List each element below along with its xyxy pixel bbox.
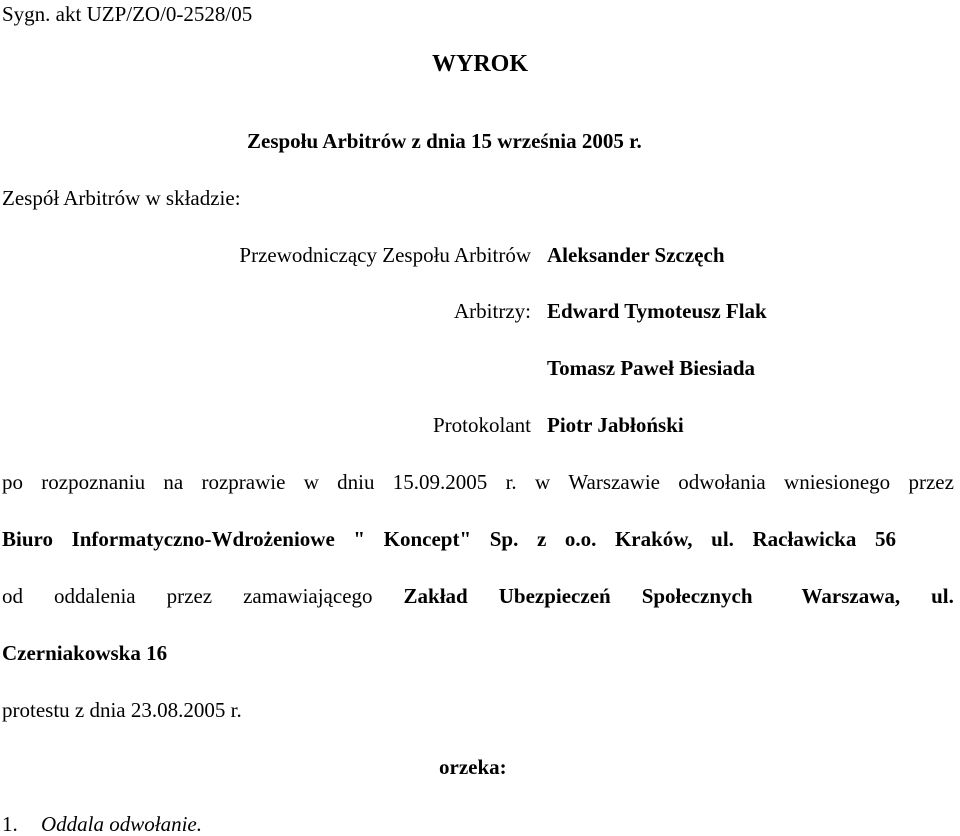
- body-line-3: [2, 584, 954, 608]
- body-word: przez: [908, 470, 954, 494]
- arbiter-name-1: Edward Tymoteusz Flak: [547, 299, 767, 323]
- ruling-text: Oddala odwołanie.: [41, 812, 202, 836]
- body-word: 15.09.2005: [392, 470, 488, 494]
- arbiter-name-2: Tomasz Paweł Biesiada: [547, 356, 756, 380]
- body-word: Sp.: [489, 527, 519, 551]
- body-word: w: [303, 470, 319, 494]
- body-line-1: [2, 470, 954, 494]
- body-word: Warszawie: [568, 470, 660, 494]
- body-word: Kraków,: [614, 527, 693, 551]
- chair-label: Przewodniczący Zespołu Arbitrów: [239, 243, 531, 267]
- document-title: WYROK: [432, 51, 528, 77]
- case-reference: Sygn. akt UZP/ZO/0-2528/05: [2, 2, 253, 26]
- body-word: ul.: [931, 584, 954, 608]
- body-word: Społecznych: [641, 584, 753, 608]
- body-word: zamawiającego: [243, 584, 373, 608]
- ruling-item: [2, 812, 202, 836]
- clerk-label: Protokolant: [433, 413, 531, 437]
- body-word: wniesionego: [784, 470, 891, 494]
- body-word: ul.: [711, 527, 734, 551]
- body-word: 56: [874, 527, 896, 551]
- body-word: w: [534, 470, 551, 494]
- body-word: o.o.: [564, 527, 597, 551]
- ruling-number: 1.: [2, 812, 18, 836]
- body-word: r.: [505, 470, 517, 494]
- body-word: Ubezpieczeń: [498, 584, 611, 608]
- body-word: przez: [166, 584, 213, 608]
- clerk-name: Piotr Jabłoński: [547, 413, 684, 437]
- body-word: Zakład: [403, 584, 468, 608]
- chair-name: Aleksander Szczęch: [547, 243, 725, 267]
- body-line-4: Czerniakowska 16: [2, 641, 168, 665]
- body-word: Warszawa,: [801, 584, 901, 608]
- body-word: Biuro: [2, 527, 53, 551]
- arbiters-label: Arbitrzy:: [454, 299, 531, 323]
- body-word: z: [536, 527, 547, 551]
- body-word: odwołania: [678, 470, 766, 494]
- panel-intro: Zespół Arbitrów w składzie:: [2, 186, 241, 210]
- body-line-5: protestu z dnia 23.08.2005 r.: [2, 698, 242, 722]
- body-word: Racławicka: [752, 527, 857, 551]
- body-word: rozpoznaniu: [41, 470, 146, 494]
- body-word: po: [2, 470, 23, 494]
- body-word: rozprawie: [201, 470, 286, 494]
- body-word: dniu: [337, 470, 375, 494]
- body-line-2: [2, 527, 896, 551]
- body-word: Koncept": [383, 527, 472, 551]
- document-subtitle: Zespołu Arbitrów z dnia 15 września 2005 r.: [247, 129, 642, 153]
- body-word: Informatyczno-Wdrożeniowe: [71, 527, 335, 551]
- body-word: oddalenia: [54, 584, 136, 608]
- body-word: na: [163, 470, 184, 494]
- body-word: od: [2, 584, 23, 608]
- body-word: ": [353, 527, 366, 551]
- verdict-heading: orzeka:: [439, 755, 507, 779]
